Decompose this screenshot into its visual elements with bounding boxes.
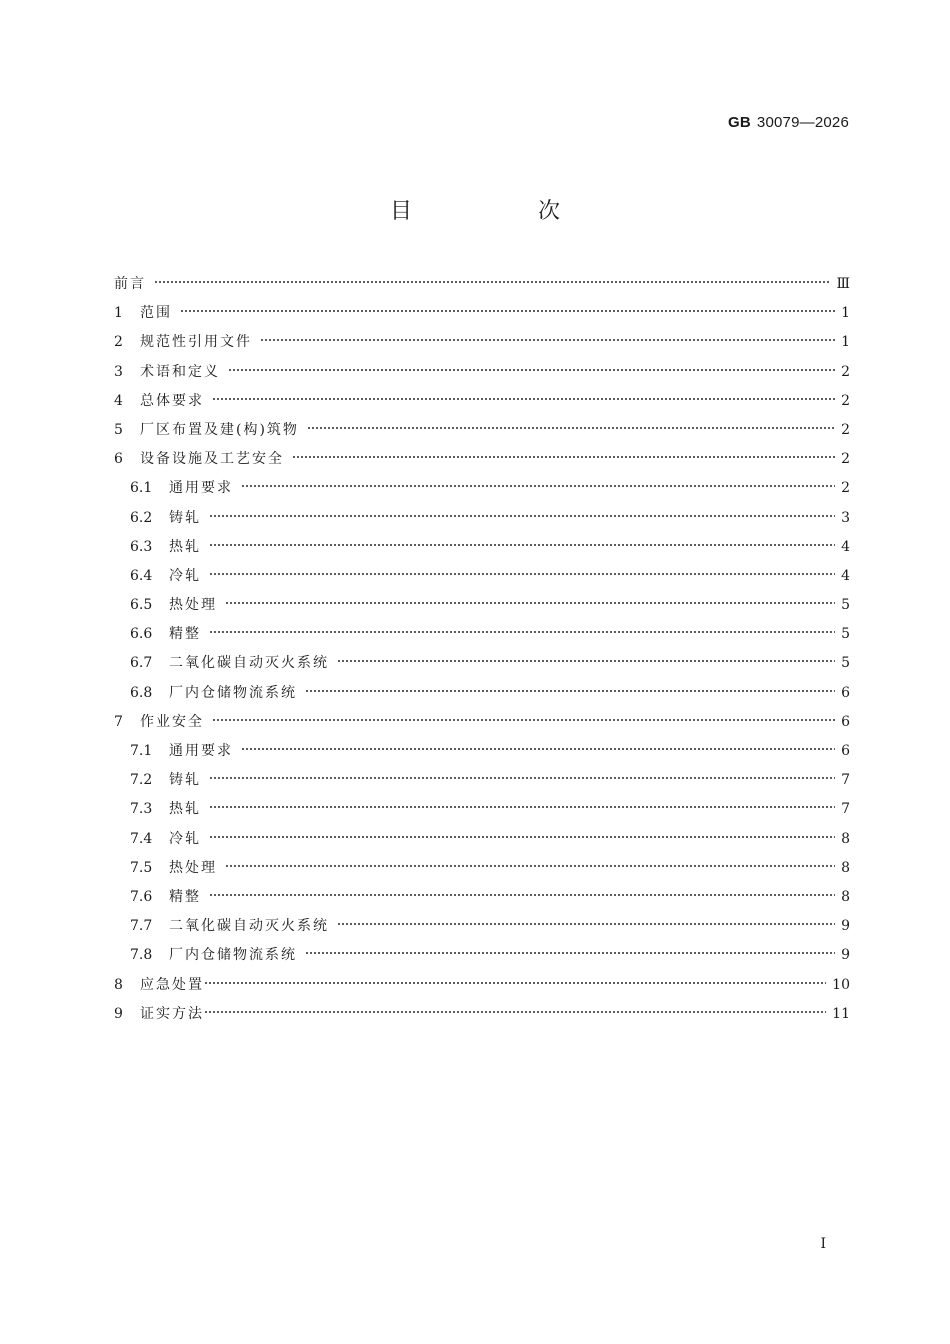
toc-entry-number: 6.8 xyxy=(130,684,153,701)
toc-entry-page: 8 xyxy=(841,859,850,876)
toc-dot-leader xyxy=(204,1010,826,1014)
toc-dot-leader xyxy=(209,543,835,547)
toc-entry-title: 热处理 xyxy=(169,859,217,876)
toc-entry[interactable] xyxy=(114,533,850,562)
toc-entry-number: 6.2 xyxy=(130,509,153,526)
toc-entry-page: 10 xyxy=(832,976,850,993)
toc-entry[interactable] xyxy=(114,270,850,299)
toc-dot-leader xyxy=(307,426,835,430)
toc-entry[interactable] xyxy=(114,504,850,533)
toc-dot-leader xyxy=(209,572,835,576)
toc-entry[interactable] xyxy=(114,854,850,883)
toc-entry-number: 6.5 xyxy=(130,597,153,614)
toc-entry-title: 通用要求 xyxy=(169,480,233,497)
toc-entry[interactable] xyxy=(114,620,850,649)
toc-dot-leader xyxy=(209,630,835,634)
toc-dot-leader xyxy=(337,922,835,926)
toc-entry-number: 4 xyxy=(114,392,123,409)
toc-title: 目 次 xyxy=(389,199,612,224)
toc-dot-leader xyxy=(225,601,835,605)
toc-entry-number: 1 xyxy=(114,305,123,322)
toc-entry-page: 5 xyxy=(841,655,850,672)
toc-dot-leader xyxy=(209,776,835,780)
toc-entry-title: 前言 xyxy=(114,276,146,292)
toc-entry-number: 6.1 xyxy=(130,480,153,497)
toc-entry-title: 设备设施及工艺安全 xyxy=(140,451,284,468)
toc-entry-number: 8 xyxy=(114,976,123,993)
toc-entry[interactable] xyxy=(114,328,850,357)
toc-entry-number: 3 xyxy=(114,363,123,380)
toc-entry[interactable] xyxy=(114,474,850,503)
toc-entry-title: 作业安全 xyxy=(140,713,204,730)
toc-entry-number: 6.7 xyxy=(130,655,153,672)
toc-entry-number: 7.4 xyxy=(130,830,153,847)
toc-entry-page: 2 xyxy=(841,480,850,497)
toc-entry-number: 7 xyxy=(114,713,123,730)
toc-entry-title: 冷轧 xyxy=(169,830,201,847)
toc-entry[interactable] xyxy=(114,825,850,854)
toc-entry-title: 通用要求 xyxy=(169,743,233,759)
toc-entry-number: 6.4 xyxy=(130,567,153,584)
toc-entry-title: 热轧 xyxy=(169,538,201,555)
toc-entry-number: 7.2 xyxy=(130,772,153,789)
toc-entry-page: 9 xyxy=(841,947,850,964)
toc-entry-page: 6 xyxy=(841,684,850,701)
toc-entry-page: 6 xyxy=(841,713,850,730)
standard-number xyxy=(728,114,849,131)
toc-entry-page: 5 xyxy=(841,597,850,614)
toc-entry-page: 4 xyxy=(841,567,850,584)
toc-entry-title: 应急处置 xyxy=(140,976,204,993)
toc-entry-title: 铸轧 xyxy=(169,509,201,526)
toc-dot-leader xyxy=(305,689,835,693)
toc-dot-leader xyxy=(209,514,835,518)
toc-entry-title: 热处理 xyxy=(169,597,217,614)
toc-entry-number: 7.7 xyxy=(130,918,153,935)
toc-entry-page: 2 xyxy=(841,451,850,468)
toc-entry[interactable] xyxy=(114,445,850,474)
toc-dot-leader xyxy=(241,484,835,488)
toc-entry-page: 6 xyxy=(841,743,850,759)
toc-entry-number: 2 xyxy=(114,334,123,351)
page-number: Ⅰ xyxy=(820,1236,826,1252)
toc-entry[interactable] xyxy=(114,1000,850,1029)
toc-entry-title: 厂区布置及建(构)筑物 xyxy=(140,421,299,438)
toc-dot-leader xyxy=(212,397,835,401)
toc-entry-number: 7.1 xyxy=(130,743,153,759)
toc-dot-leader xyxy=(212,718,835,722)
toc-entry-number: 6 xyxy=(114,451,123,468)
toc-entry-number: 7.6 xyxy=(130,888,153,905)
toc-entry-number: 6.3 xyxy=(130,538,153,555)
toc-entry-page: 7 xyxy=(841,772,850,789)
toc-entry[interactable] xyxy=(114,941,850,970)
toc-entry-page: 4 xyxy=(841,538,850,555)
toc-dot-leader xyxy=(260,338,835,342)
toc-entry-page: 9 xyxy=(841,918,850,935)
toc-dot-leader xyxy=(209,893,835,897)
toc-entry-title: 厂内仓储物流系统 xyxy=(169,947,297,964)
toc-entry-page: 8 xyxy=(841,830,850,847)
toc-entry[interactable] xyxy=(114,299,850,328)
toc-entry[interactable] xyxy=(114,387,850,416)
toc-dot-leader xyxy=(292,455,835,459)
toc-entry-title: 范围 xyxy=(140,305,172,322)
toc-entry-page: 8 xyxy=(841,888,850,905)
toc-dot-leader xyxy=(337,659,835,663)
toc-entry-page: 7 xyxy=(841,801,850,818)
toc-entry[interactable] xyxy=(114,416,850,445)
standard-prefix: GB xyxy=(728,114,751,131)
toc-entry-title: 热轧 xyxy=(169,801,201,818)
toc-entry[interactable] xyxy=(114,358,850,387)
toc-entry-title: 二氧化碳自动灭火系统 xyxy=(169,655,329,672)
toc-entry-title: 冷轧 xyxy=(169,567,201,584)
toc-entry-page: 2 xyxy=(841,421,850,438)
toc-entry-page: 1 xyxy=(841,334,850,351)
toc-entry-page: 1 xyxy=(841,305,850,322)
toc-entry-number: 6.6 xyxy=(130,626,153,643)
toc-dot-leader xyxy=(204,981,826,985)
table-of-contents xyxy=(114,270,850,1029)
toc-entry[interactable] xyxy=(114,591,850,620)
standard-code: 30079—2026 xyxy=(756,114,849,131)
toc-entry[interactable] xyxy=(114,795,850,824)
toc-dot-leader xyxy=(154,280,830,284)
toc-entry-title: 术语和定义 xyxy=(140,363,220,380)
toc-entry-title: 规范性引用文件 xyxy=(140,334,252,351)
toc-entry-page: 5 xyxy=(841,626,850,643)
toc-entry-page: 11 xyxy=(832,1005,850,1022)
toc-entry-number: 9 xyxy=(114,1005,123,1022)
toc-entry[interactable] xyxy=(114,971,850,1000)
toc-entry[interactable] xyxy=(114,883,850,912)
toc-entry-page: 3 xyxy=(841,509,850,526)
toc-entry-title: 证实方法 xyxy=(140,1005,204,1022)
toc-entry-number: 7.3 xyxy=(130,801,153,818)
toc-entry[interactable] xyxy=(114,649,850,678)
toc-entry-number: 7.5 xyxy=(130,859,153,876)
toc-entry-title: 二氧化碳自动灭火系统 xyxy=(169,918,329,935)
toc-entry[interactable] xyxy=(114,912,850,941)
toc-dot-leader xyxy=(225,864,835,868)
toc-entry-page: Ⅲ xyxy=(836,276,850,292)
toc-entry-title: 总体要求 xyxy=(140,392,204,409)
toc-dot-leader xyxy=(209,835,835,839)
toc-entry-title: 精整 xyxy=(169,888,201,905)
toc-dot-leader xyxy=(180,309,835,313)
toc-dot-leader xyxy=(305,951,835,955)
toc-entry[interactable] xyxy=(114,766,850,795)
toc-entry-number: 5 xyxy=(114,421,123,438)
toc-dot-leader xyxy=(228,368,835,372)
toc-entry-title: 精整 xyxy=(169,626,201,643)
toc-dot-leader xyxy=(209,805,835,809)
toc-entry[interactable] xyxy=(114,562,850,591)
toc-entry[interactable] xyxy=(114,708,850,737)
toc-entry-title: 铸轧 xyxy=(169,772,201,789)
toc-entry-page: 2 xyxy=(841,392,850,409)
toc-dot-leader xyxy=(241,747,835,751)
toc-entry-page: 2 xyxy=(841,363,850,380)
toc-entry[interactable] xyxy=(114,679,850,708)
toc-entry-title: 厂内仓储物流系统 xyxy=(169,684,297,701)
toc-entry-number: 7.8 xyxy=(130,947,153,964)
toc-entry[interactable] xyxy=(114,737,850,766)
